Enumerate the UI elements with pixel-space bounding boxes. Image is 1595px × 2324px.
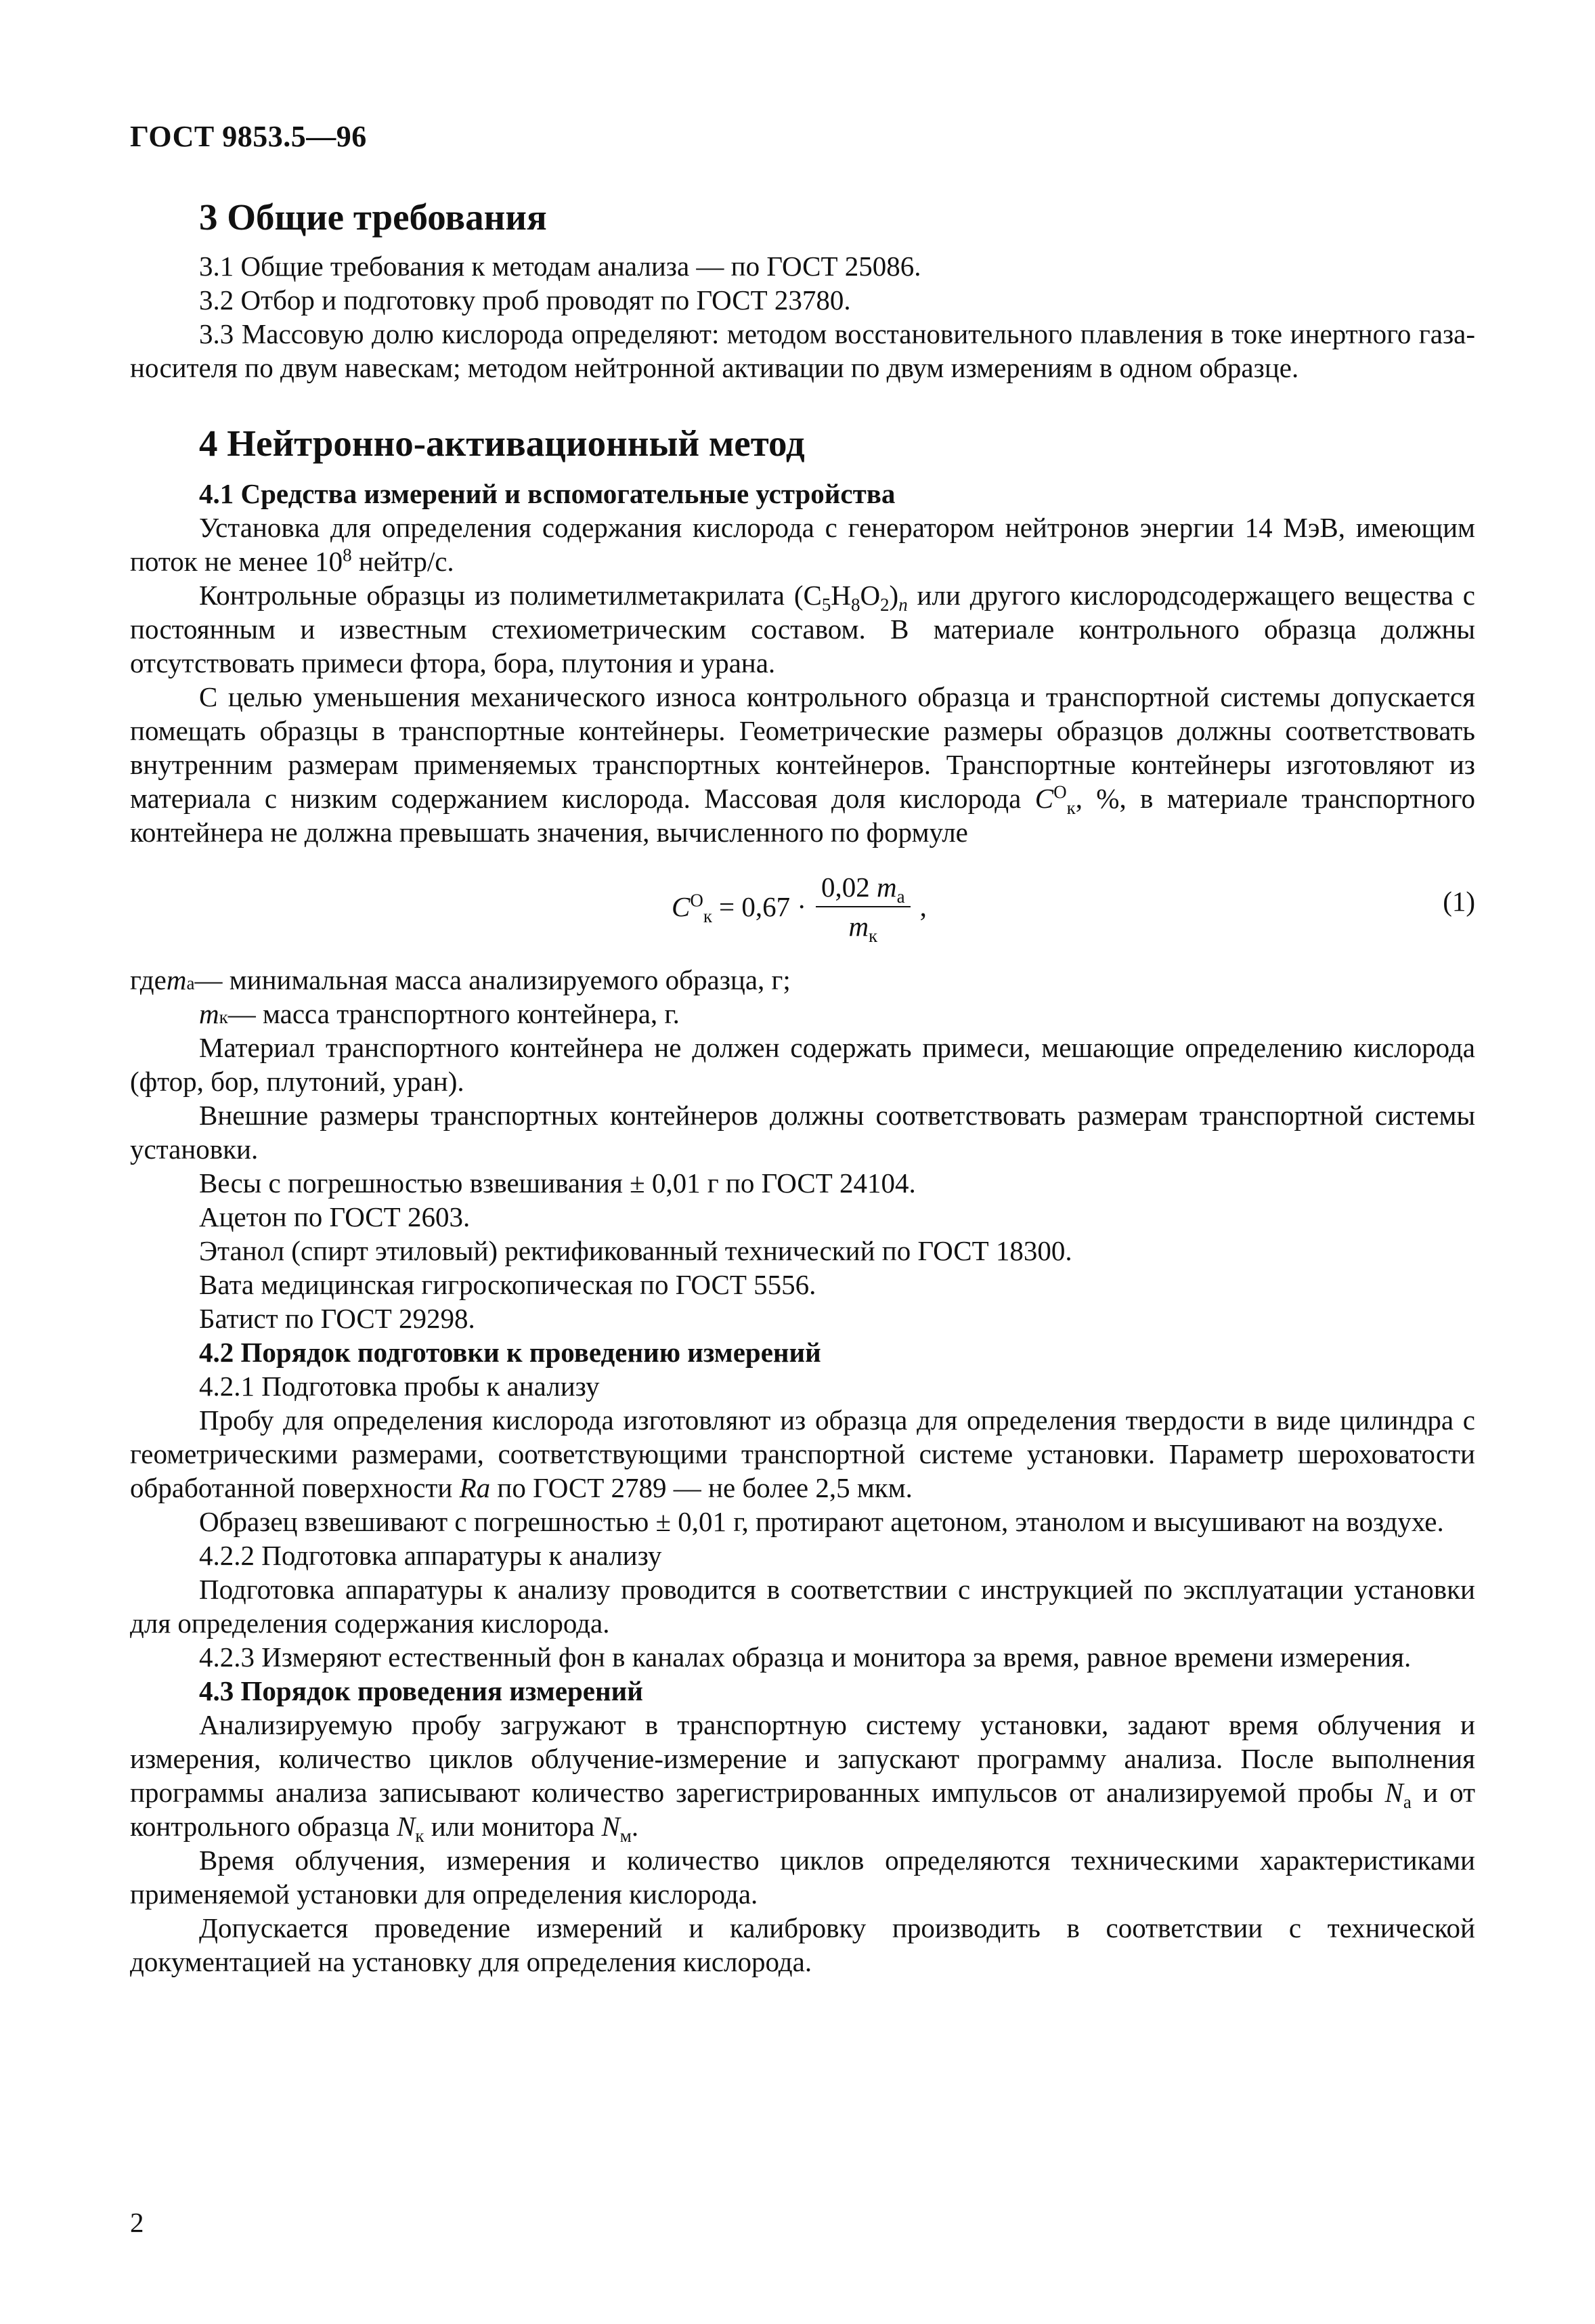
standard-header: ГОСТ 9853.5—96: [130, 120, 367, 153]
measurement-text-mid: или монитора: [424, 1811, 602, 1842]
equation-number: (1): [1443, 886, 1475, 917]
paragraph-batiste: Батист по ГОСТ 29298.: [199, 1303, 475, 1334]
symbol-sub: а: [1403, 1792, 1412, 1813]
definition-lead: где: [130, 964, 167, 995]
formula-subscript: 2: [880, 595, 890, 616]
paragraph-calibration: Допускается проведение измерений и калибровку производить в соответствии с технической документацией на установку для определения кислорода.: [130, 1912, 1475, 1977]
paragraph-container-material: Материал транспортного контейнера не должен содержать примеси, мешающие определению кислорода (фтор, бор, плутоний, уран).: [130, 1032, 1475, 1097]
measurement-text-end: .: [631, 1811, 639, 1842]
symbol-sub: м: [619, 1826, 632, 1847]
measurement-text: Анализируемую пробу загружают в транспортную систему установки, задают время облучения и измерения, количество циклов облучение-измерение и запускают программу анализа. После выполнения программы анализа записывают количество зарегистрированных импульсов от анализируемой пробы: [130, 1709, 1475, 1808]
subsection-4-3-title: 4.3 Порядок проведения измерений: [199, 1675, 643, 1706]
numerator-sub: а: [896, 886, 905, 907]
paragraph-scales: Весы с погрешностью взвешивания ± 0,01 г по ГОСТ 24104.: [199, 1167, 916, 1199]
roughness-symbol: Ra: [459, 1472, 491, 1503]
definition-mk: m к — масса транспортного контейнера, г.: [199, 998, 680, 1029]
lhs-sub: к: [703, 906, 712, 927]
definition-text: — минимальная масса анализируемого образца, г;: [194, 964, 791, 995]
lhs-symbol: C: [672, 891, 691, 922]
paragraph-containers: [130, 680, 1475, 849]
section-3-title: 3 Общие требования: [199, 196, 547, 238]
subsection-4-2-title: 4.2 Порядок подготовки к проведению измерений: [199, 1337, 821, 1368]
exponent: 8: [343, 544, 352, 565]
paragraph-weighing: Образец взвешивают с погрешностью ± 0,01 г, протирают ацетоном, этанолом и высушивают на воздухе.: [199, 1506, 1444, 1537]
definition-symbol: m: [166, 964, 187, 995]
paragraph-4-2-1: 4.2.1 Подготовка пробы к анализу: [199, 1371, 600, 1402]
fraction-denominator: [843, 907, 883, 947]
formula-element: O: [860, 580, 881, 611]
denominator-sub: к: [869, 926, 878, 947]
document-body: [130, 194, 1475, 1979]
paragraph-4-2-3: 4.2.3 Измеряют естественный фон в каналах образца и монитора за время, равное времени измерения.: [199, 1641, 1412, 1673]
paragraph-control-samples: [130, 578, 1475, 680]
formula-1: [130, 859, 1475, 951]
paragraph-sample-prep: [130, 1403, 1475, 1505]
formula-subscript-n: n: [898, 595, 908, 616]
containers-text-end: , %, в материале транспортного контейнера не должна превышать значения, вычисленного по формуле: [130, 783, 1475, 848]
paragraph-container-size: Внешние размеры транспортных контейнеров должны соответствовать размерам транспортной системы установки.: [130, 1100, 1475, 1165]
paragraph-equipment: [130, 511, 1475, 578]
paragraph-4-2-2: 4.2.2 Подготовка аппаратуры к анализу: [199, 1540, 662, 1571]
paragraph-cotton: Вата медицинская гигроскопическая по ГОСТ 5556.: [199, 1269, 816, 1300]
sample-prep-text-end: по ГОСТ 2789 — не более 2,5 мкм.: [490, 1472, 913, 1503]
numerator-coef: 0,02: [821, 872, 877, 903]
formula-subscript: 8: [850, 595, 860, 616]
subsection-4-1-title: 4.1 Средства измерений и вспомогательные устройства: [199, 478, 896, 509]
numerator-symbol: m: [877, 872, 897, 903]
symbol-sup: O: [1053, 781, 1067, 802]
definition-text: — масса транспортного контейнера, г.: [227, 998, 680, 1029]
formula-subscript: 5: [821, 595, 831, 616]
formula-element: H: [831, 580, 851, 611]
paragraph-ethanol: Этанол (спирт этиловый) ректификованный технический по ГОСТ 18300.: [199, 1235, 1072, 1266]
measurement-text-mid: и от контрольного образца: [130, 1777, 1475, 1842]
denominator-symbol: m: [848, 911, 869, 942]
formula-paren: ): [889, 580, 899, 611]
paragraph-3-2: 3.2 Отбор и подготовку проб проводят по ГОСТ 23780.: [199, 284, 851, 316]
definition-symbol: m: [199, 998, 219, 1029]
formula-equals: = 0,67 ·: [718, 891, 807, 922]
control-samples-text: Контрольные образцы из полиметилметакрилата (C: [199, 580, 822, 611]
page-number: 2: [130, 2207, 144, 2238]
fraction-numerator: [816, 871, 911, 907]
symbol-sub: к: [1066, 798, 1076, 819]
paragraph-irradiation-time: Время облучения, измерения и количество циклов определяются техническими характеристиками применяемой установки для определения кислорода.: [130, 1845, 1475, 1910]
paragraph-measurement: [130, 1708, 1475, 1847]
symbol-definitions: [130, 963, 1475, 1031]
symbol-sub: к: [415, 1826, 424, 1847]
section-4-title: 4 Нейтронно-активационный метод: [199, 423, 805, 464]
lhs-sup: O: [690, 890, 703, 911]
control-samples-text-end: или другого кислородсодержащего вещества с постоянным и известным стехиометрическим составом. В материале контрольного образца должны отсутствовать примеси фтора, бора, плутония и урана.: [130, 580, 1475, 679]
sample-prep-text: Пробу для определения кислорода изготовляют из образца для определения твердости в виде цилиндра с геометрическими размерами, соответствующими транспортной системе установки. Параметр шероховатости обработанной поверхности: [130, 1404, 1475, 1503]
equipment-text: Установка для определения содержания кислорода с генератором нейтронов энергии 14 МэВ, имеющим поток не менее 10: [130, 512, 1475, 577]
symbol-n: N: [396, 1811, 416, 1842]
containers-text: С целью уменьшения механического износа контрольного образца и транспортной системы допускается помещать образцы в транспортные контейнеры. Геометрические размеры образцов должны соответствовать внутренним размерам применяемых транспортных контейнеров. Транспортные контейнеры изготовляют из материала с низким содержанием кислорода. Массовая доля кислорода: [130, 681, 1475, 814]
symbol-n: N: [1384, 1777, 1403, 1808]
symbol-n: N: [601, 1811, 620, 1842]
definition-ma: где m а — минимальная масса анализируемого образца, г;: [130, 964, 791, 995]
paragraph-apparatus-prep: Подготовка аппаратуры к анализу проводится в соответствии с инструкцией по эксплуатации установки для определения содержания кислорода.: [130, 1574, 1475, 1639]
formula-comma: ,: [919, 891, 927, 922]
formula-expression: [672, 871, 927, 947]
symbol-c: C: [1034, 783, 1054, 814]
paragraph-3-3: 3.3 Массовую долю кислорода определяют: методом восстановительного плавления в токе инертного газа-носителя по двум навескам; методом нейтронной активации по двум измерениям в одном образце.: [130, 318, 1475, 383]
formula-fraction: [816, 871, 911, 947]
paragraph-acetone: Ацетон по ГОСТ 2603.: [199, 1201, 471, 1232]
formula-lhs: [672, 890, 712, 927]
paragraph-3-1: 3.1 Общие требования к методам анализа — по ГОСТ 25086.: [199, 251, 921, 282]
equipment-text-end: нейтр/с.: [351, 546, 454, 577]
